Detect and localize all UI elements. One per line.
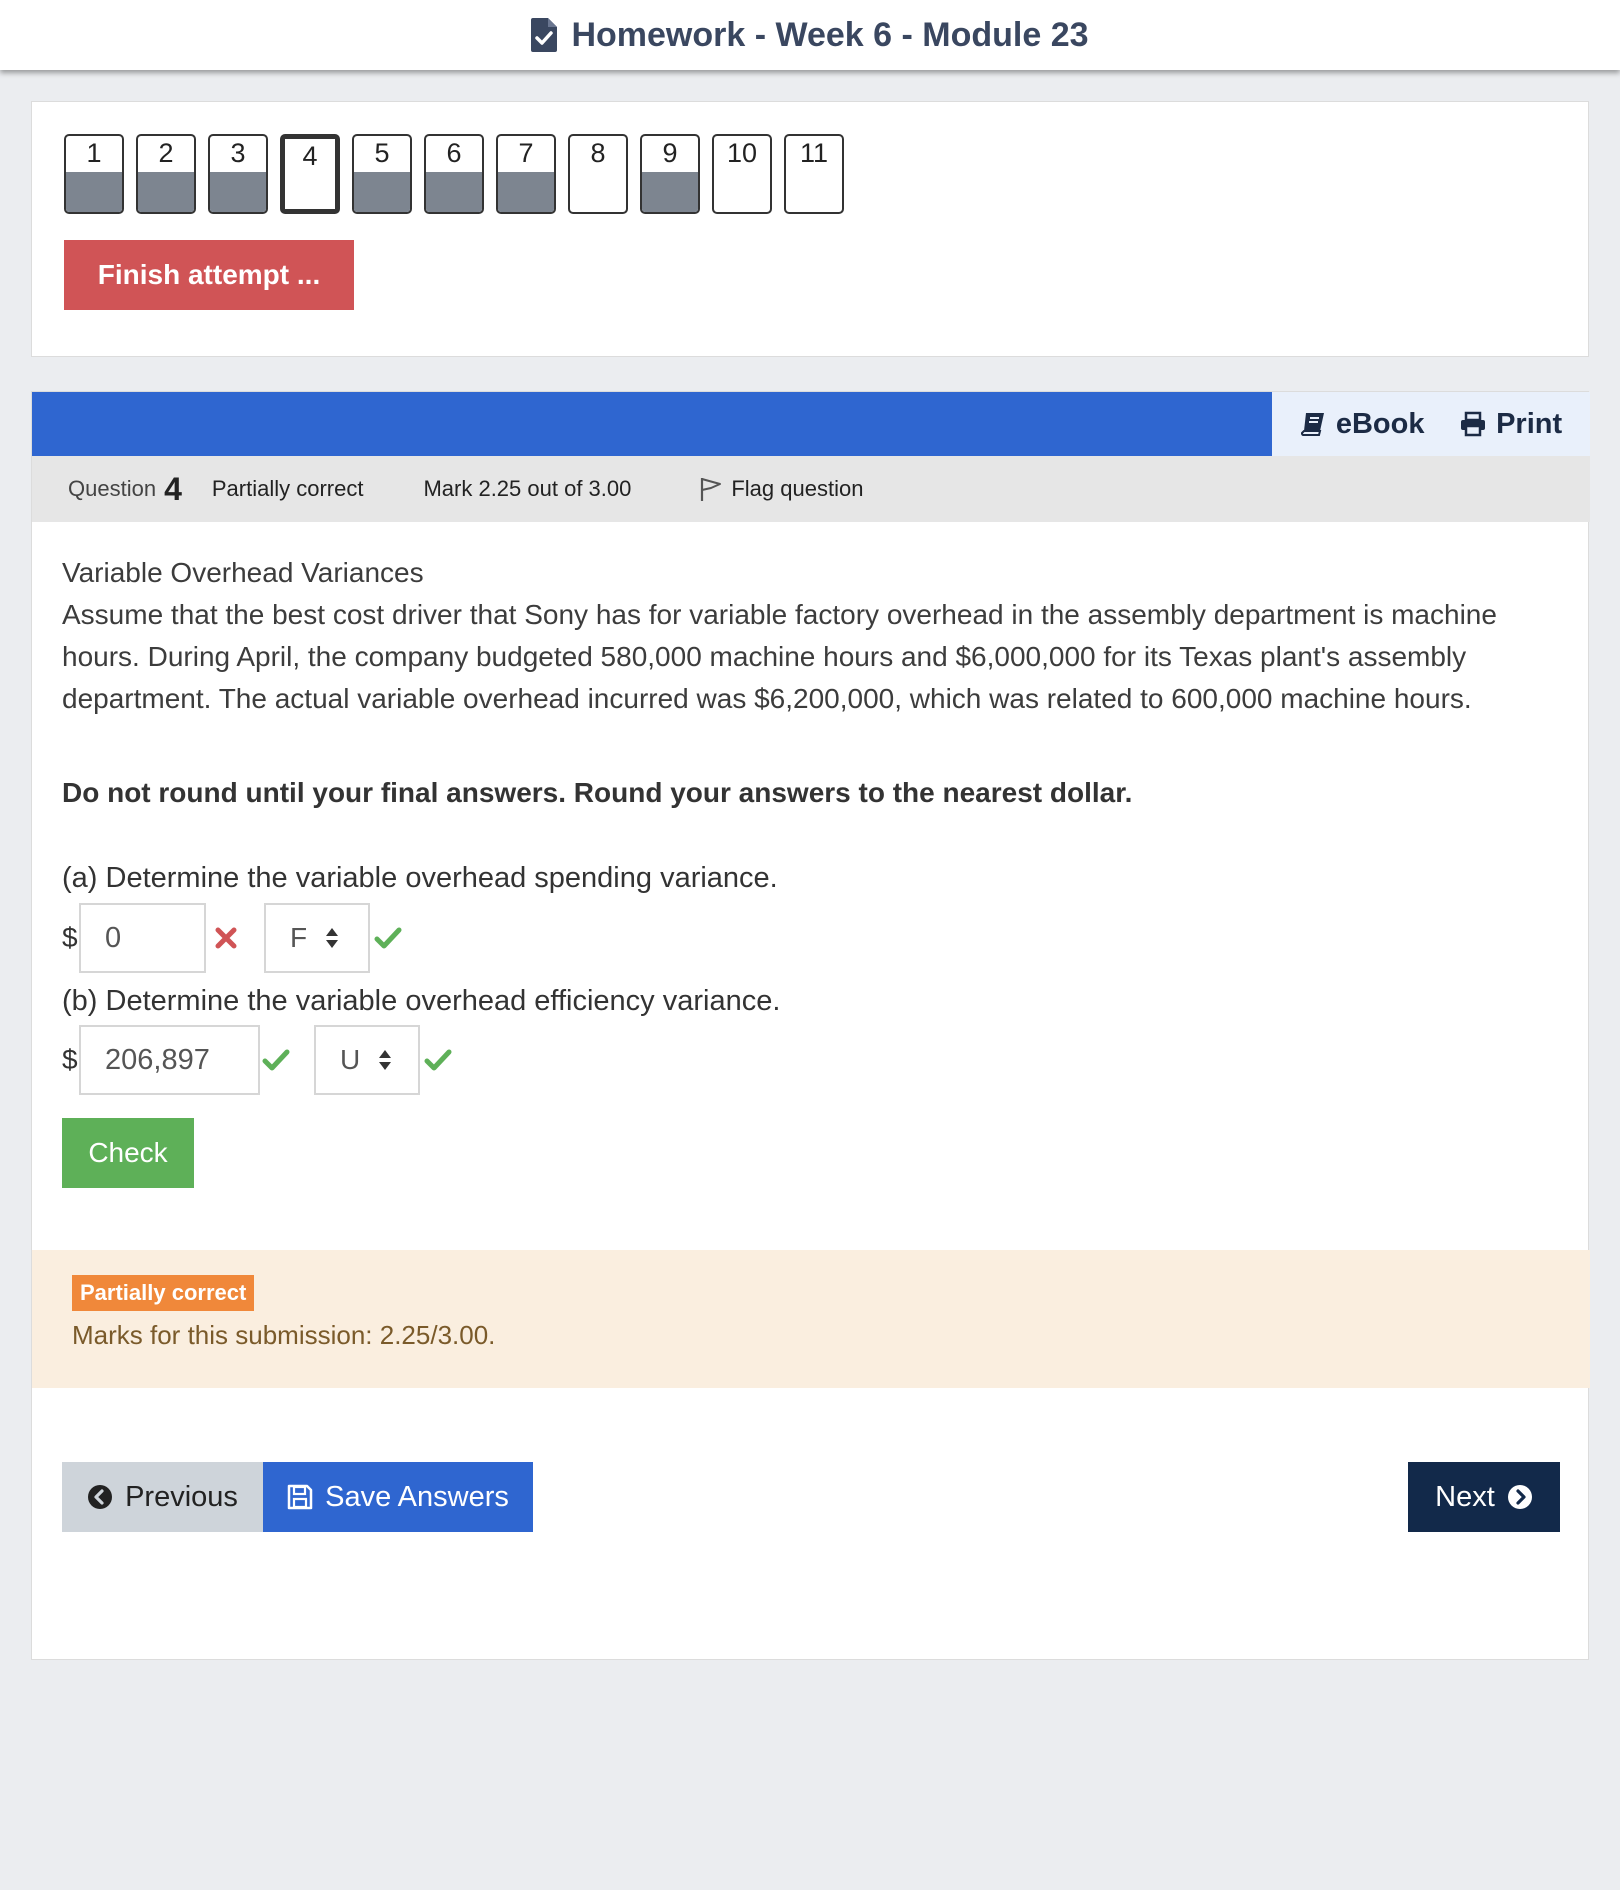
question-nav-button[interactable] xyxy=(424,134,484,214)
flag-question-link[interactable] xyxy=(699,476,863,502)
finish-attempt-button[interactable]: Finish attempt ... xyxy=(64,240,354,310)
next-button[interactable] xyxy=(1408,1462,1560,1532)
part-a-direction-value: F xyxy=(290,922,308,953)
question-nav-number: 10 xyxy=(726,138,758,168)
question-nav-button[interactable] xyxy=(712,134,772,214)
part-b-answer-row xyxy=(62,1024,454,1096)
question-number: 4 xyxy=(164,470,182,507)
question-nav-button[interactable] xyxy=(640,134,700,214)
question-instruction: Do not round until your final answers. Round your answers to the nearest dollar. xyxy=(62,777,1133,808)
part-a-prompt: (a) Determine the variable overhead spending variance. xyxy=(62,862,778,894)
print-link[interactable] xyxy=(1460,408,1562,441)
book-icon xyxy=(1300,411,1326,437)
question-nav-button[interactable] xyxy=(136,134,196,214)
question-nav-button[interactable] xyxy=(568,134,628,214)
ebook-link[interactable] xyxy=(1300,408,1425,441)
part-b-amount-input[interactable]: 206,897 xyxy=(79,1025,260,1095)
answered-indicator xyxy=(210,172,266,212)
question-nav-button[interactable] xyxy=(280,134,340,214)
part-b-direction-value: U xyxy=(340,1044,361,1075)
sort-arrows-icon xyxy=(325,927,339,949)
part-b-prompt: (b) Determine the variable overhead efficiency variance. xyxy=(62,985,781,1017)
incorrect-x-icon xyxy=(210,922,242,954)
sort-arrows-icon xyxy=(378,1049,392,1071)
save-answers-button[interactable] xyxy=(263,1462,533,1532)
question-nav-button[interactable] xyxy=(64,134,124,214)
question-nav-number: 9 xyxy=(662,138,678,168)
chevron-right-circle-icon xyxy=(1507,1484,1533,1510)
question-nav-number: 11 xyxy=(799,138,829,168)
currency-symbol: $ xyxy=(62,1044,78,1075)
part-b-direction-select[interactable] xyxy=(314,1025,420,1095)
check-button[interactable]: Check xyxy=(62,1118,194,1188)
page-title-text: Homework - Week 6 - Module 23 xyxy=(571,15,1089,54)
question-state: Partially correct xyxy=(211,476,364,501)
question-navigation xyxy=(64,134,844,214)
question-nav-button[interactable] xyxy=(352,134,412,214)
previous-label: Previous xyxy=(125,1480,238,1513)
question-nav-number: 2 xyxy=(158,138,174,168)
previous-button[interactable] xyxy=(62,1462,263,1532)
question-nav-number: 3 xyxy=(230,138,246,168)
feedback-box xyxy=(32,1250,1590,1388)
question-info-bar xyxy=(32,456,1590,522)
question-nav-number: 6 xyxy=(446,138,462,168)
flag-icon xyxy=(699,476,723,502)
question-nav-number: 8 xyxy=(590,138,606,168)
part-a-amount-input[interactable]: 0 xyxy=(79,903,206,973)
question-panel xyxy=(31,391,1589,1660)
question-nav-number: 4 xyxy=(302,141,318,171)
correct-check-icon xyxy=(260,1044,292,1076)
answered-indicator xyxy=(498,172,554,212)
question-text xyxy=(62,552,1562,720)
answered-indicator xyxy=(354,172,410,212)
answered-indicator xyxy=(66,172,122,212)
quiz-navigation-panel xyxy=(31,101,1589,357)
page-title xyxy=(531,16,1088,55)
correct-check-icon xyxy=(372,922,404,954)
status-badge: Partially correct xyxy=(72,1275,254,1311)
question-nav-button[interactable] xyxy=(784,134,844,214)
flag-question-label: Flag question xyxy=(731,476,864,501)
question-nav-button[interactable] xyxy=(496,134,556,214)
save-answers-label: Save Answers xyxy=(325,1480,509,1513)
print-label: Print xyxy=(1496,407,1563,440)
next-label: Next xyxy=(1435,1480,1495,1513)
currency-symbol: $ xyxy=(62,922,78,953)
question-title: Variable Overhead Variances xyxy=(62,557,424,588)
question-nav-button[interactable] xyxy=(208,134,268,214)
header-bar xyxy=(0,0,1620,70)
question-tools xyxy=(1272,392,1590,456)
part-a-answer-row xyxy=(62,902,404,974)
part-a-direction-select[interactable] xyxy=(264,903,370,973)
ebook-label: eBook xyxy=(1335,407,1425,440)
answered-indicator xyxy=(642,172,698,212)
feedback-text: Marks for this submission: 2.25/3.00. xyxy=(72,1320,496,1350)
document-check-icon xyxy=(531,18,557,52)
question-nav-number: 7 xyxy=(518,138,534,168)
question-toolbar xyxy=(32,392,1590,456)
question-nav-number: 5 xyxy=(374,138,390,168)
save-icon xyxy=(287,1484,313,1510)
question-label: Question xyxy=(68,476,157,501)
answered-indicator xyxy=(426,172,482,212)
question-nav-number: 1 xyxy=(86,138,102,168)
answered-indicator xyxy=(138,172,194,212)
question-body: Assume that the best cost driver that Sony has for variable factory overhead in the assembly department is machine hours. During April, the company budgeted 580,000 machine hours and $6,000,000 for its Texas plant's assembly department. The actual variable overhead incurred was $6,200,000, which was related to 600,000 machine hours. xyxy=(62,599,1497,714)
chevron-left-circle-icon xyxy=(87,1484,113,1510)
printer-icon xyxy=(1460,411,1486,437)
question-mark: Mark 2.25 out of 3.00 xyxy=(423,476,632,501)
correct-check-icon xyxy=(422,1044,454,1076)
